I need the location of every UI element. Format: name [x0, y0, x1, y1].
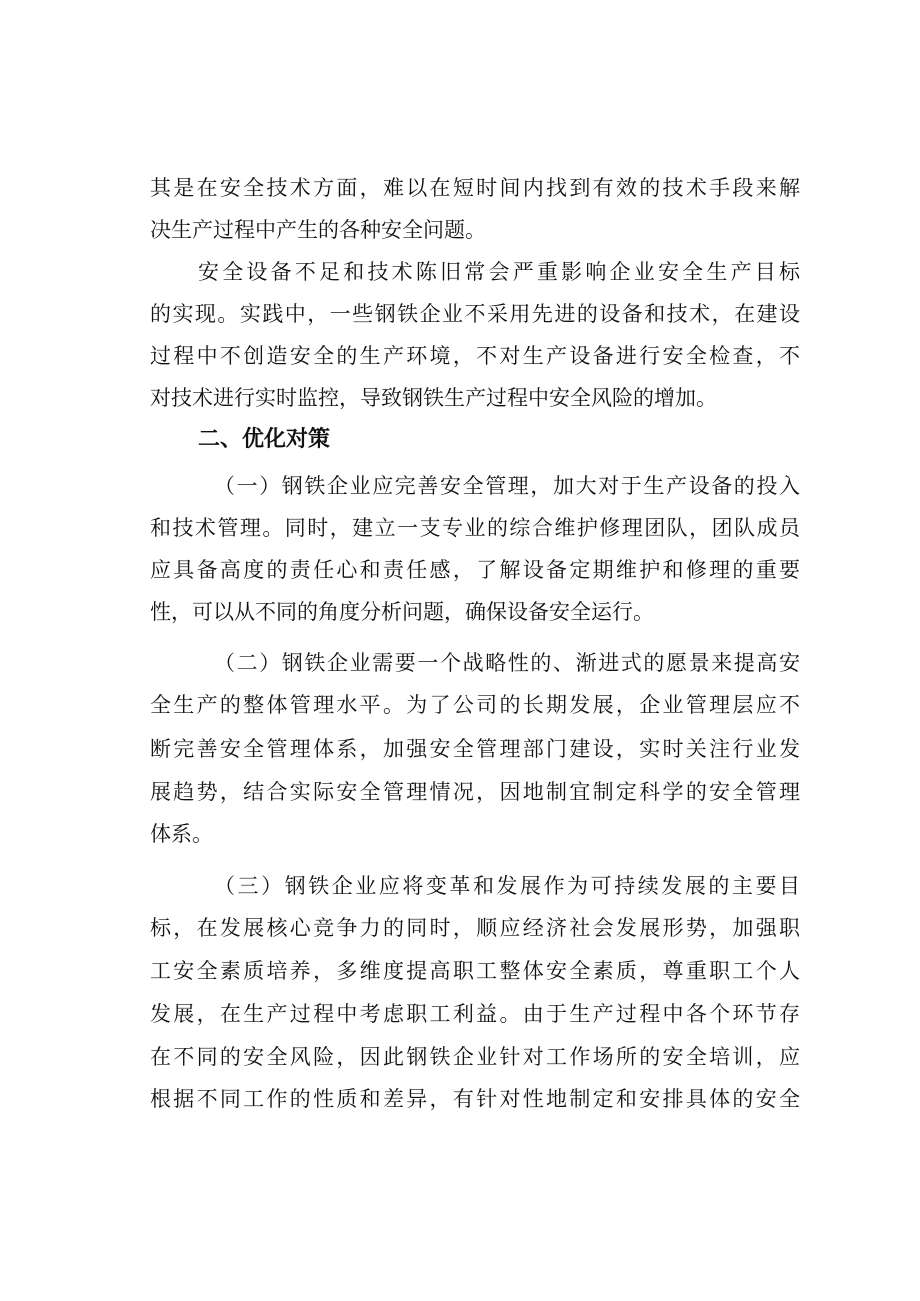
body-line: （一）钢铁企业应完善安全管理，加大对于生产设备的投入 [214, 474, 800, 498]
body-line: （二）钢铁企业需要一个战略性的、渐进式的愿景来提高安 [214, 651, 800, 675]
body-line: 展趋势，结合实际安全管理情况，因地制宜制定科学的安全管理 [150, 780, 800, 804]
body-line: 和技术管理。同时，建立一支专业的综合维护修理团队，团队成员 [150, 516, 800, 540]
body-line: 性，可以从不同的角度分析问题，确保设备安全运行。 [150, 600, 654, 624]
body-line: 在不同的安全风险，因此钢铁企业针对工作场所的安全培训，应 [150, 1045, 800, 1069]
body-line: 的实现。实践中，一些钢铁企业不采用先进的设备和技术，在建设 [150, 302, 800, 326]
body-line: 决生产过程中产生的各种安全问题。 [150, 218, 486, 242]
body-line: 根据不同工作的性质和差异，有针对性地制定和安排具体的安全 [150, 1087, 800, 1111]
body-line: 安全设备不足和技术陈旧常会严重影响企业安全生产目标 [198, 260, 800, 284]
body-line: 全生产的整体管理水平。为了公司的长期发展，企业管理层应不 [150, 693, 800, 717]
body-line: （三）钢铁企业应将变革和发展作为可持续发展的主要目 [214, 874, 800, 898]
body-line: 应具备高度的责任心和责任感，了解设备定期维护和修理的重要 [150, 558, 800, 582]
body-line: 断完善安全管理体系，加强安全管理部门建设，实时关注行业发 [150, 737, 800, 761]
body-line: 工安全素质培养，多维度提高职工整体安全素质，尊重职工个人 [150, 959, 800, 983]
body-line: 体系。 [150, 822, 213, 846]
body-line: 其是在安全技术方面，难以在短时间内找到有效的技术手段来解 [150, 176, 800, 200]
body-line: 标，在发展核心竞争力的同时，顺应经济社会发展形势，加强职 [150, 916, 800, 940]
body-line: 发展，在生产过程中考虑职工利益。由于生产过程中各个环节存 [150, 1002, 800, 1026]
body-line: 对技术进行实时监控，导致钢铁生产过程中安全风险的增加。 [150, 386, 717, 410]
section-heading: 二、优化对策 [198, 427, 331, 452]
body-line: 过程中不创造安全的生产环境，不对生产设备进行安全检查，不 [150, 344, 800, 368]
